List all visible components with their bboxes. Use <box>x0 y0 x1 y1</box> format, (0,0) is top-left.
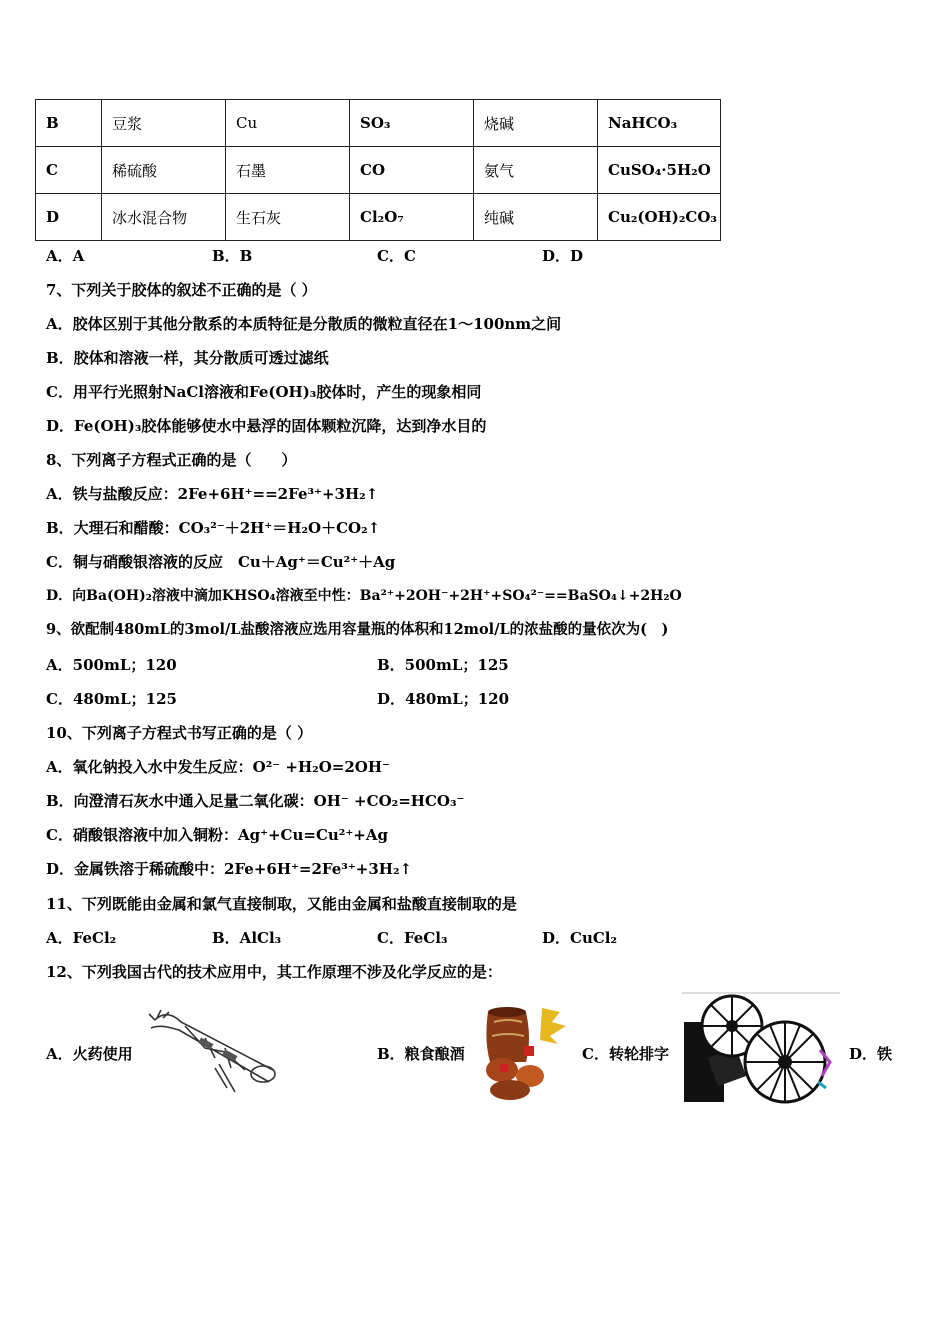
table-cell: SO₃ <box>350 100 474 147</box>
q10-option-b: B．向澄清石灰水中通入足量二氧化碳：OH⁻ +CO₂=HCO₃⁻ <box>46 792 465 810</box>
q10-stem: 10、下列离子方程式书写正确的是（ ） <box>46 724 313 742</box>
table-cell: 石墨 <box>226 147 350 194</box>
q11-stem: 11、下列既能由金属和氯气直接制取，又能由金属和盐酸直接制取的是 <box>46 895 517 913</box>
q8-stem: 8、下列离子方程式正确的是（ ） <box>46 451 297 469</box>
q11-option-d: D．CuCl₂ <box>542 929 618 947</box>
q7-option-a: A．胶体区别于其他分散系的本质特征是分散质的微粒直径在1～100nm之间 <box>46 315 562 333</box>
q7-option-d: D．Fe(OH)₃胶体能够使水中悬浮的固体颗粒沉降，达到净水目的 <box>46 417 487 435</box>
q6-option-c: C．C <box>377 247 416 265</box>
q9-option-b: B．500mL；125 <box>377 656 509 674</box>
q8-option-d: D．向Ba(OH)₂溶液中滴加KHSO₄溶液至中性：Ba²⁺+2OH⁻+2H⁺+SO₄²⁻==BaSO₄↓+2H₂O <box>46 588 682 604</box>
table-cell: CuSO₄·5H₂O <box>598 147 721 194</box>
table-cell: 生石灰 <box>226 194 350 241</box>
q7-option-b: B．胶体和溶液一样，其分散质可透过滤纸 <box>46 349 329 367</box>
table-cell: 冰水混合物 <box>102 194 226 241</box>
q8-option-a: A．铁与盐酸反应：2Fe+6H⁺==2Fe³⁺+3H₂↑ <box>46 485 379 503</box>
table-cell: 豆浆 <box>102 100 226 147</box>
table-row <box>36 194 721 241</box>
table-cell: Cu <box>226 100 350 147</box>
table-cell: C <box>36 147 102 194</box>
q10-option-d: D．金属铁溶于稀硫酸中：2Fe+6H⁺=2Fe³⁺+3H₂↑ <box>46 860 413 878</box>
q12-stem: 12、下列我国古代的技术应用中，其工作原理不涉及化学反应的是： <box>46 963 502 981</box>
q12-option-a: A．火药使用 <box>46 1045 133 1063</box>
table-cell: 氨气 <box>474 147 598 194</box>
q9-stem: 9、欲配制480mL的3mol/L盐酸溶液应选用容量瓶的体积和12mol/L的浓盐酸的量依次为( ) <box>46 621 669 638</box>
options-table <box>35 99 721 241</box>
q11-option-b: B．AlCl₃ <box>212 929 282 947</box>
q9-option-a: A．500mL；120 <box>46 656 177 674</box>
q11-option-c: C．FeCl₃ <box>377 929 448 947</box>
table-cell: 稀硫酸 <box>102 147 226 194</box>
q12-option-b: B．粮食酿酒 <box>377 1045 465 1063</box>
q9-option-d: D．480mL；120 <box>377 690 510 708</box>
q12-option-d: D．铁 <box>849 1045 893 1063</box>
q11-option-a: A．FeCl₂ <box>46 929 117 947</box>
q7-option-c: C．用平行光照射NaCl溶液和Fe(OH)₃胶体时，产生的现象相同 <box>46 383 482 401</box>
type-wheel-illustration <box>682 992 840 1106</box>
q6-option-b: B．B <box>212 247 253 265</box>
q9-option-c: C．480mL；125 <box>46 690 177 708</box>
table-cell: B <box>36 100 102 147</box>
q12-option-c: C．转轮排字 <box>582 1045 669 1063</box>
table-cell: D <box>36 194 102 241</box>
table-row <box>36 100 721 147</box>
q8-option-c: C．铜与硝酸银溶液的反应 Cu＋Ag⁺＝Cu²⁺＋Ag <box>46 553 396 571</box>
q10-option-c: C．硝酸银溶液中加入铜粉：Ag⁺+Cu=Cu²⁺+Ag <box>46 826 388 844</box>
q6-option-d: D．D <box>542 247 584 265</box>
table-cell: 纯碱 <box>474 194 598 241</box>
rocket-arrow-illustration <box>145 1008 285 1096</box>
table-row <box>36 147 721 194</box>
table-cell: 烧碱 <box>474 100 598 147</box>
wine-jars-illustration <box>480 1000 572 1102</box>
table-cell: NaHCO₃ <box>598 100 721 147</box>
q6-option-a: A．A <box>46 247 85 265</box>
q10-option-a: A．氧化钠投入水中发生反应：O²⁻ +H₂O=2OH⁻ <box>46 758 390 776</box>
table-cell: Cl₂O₇ <box>350 194 474 241</box>
table-cell: CO <box>350 147 474 194</box>
table-cell: Cu₂(OH)₂CO₃ <box>598 194 721 241</box>
q7-stem: 7、下列关于胶体的叙述不正确的是（ ） <box>46 281 317 299</box>
q8-option-b: B．大理石和醋酸：CO₃²⁻＋2H⁺＝H₂O＋CO₂↑ <box>46 519 381 537</box>
